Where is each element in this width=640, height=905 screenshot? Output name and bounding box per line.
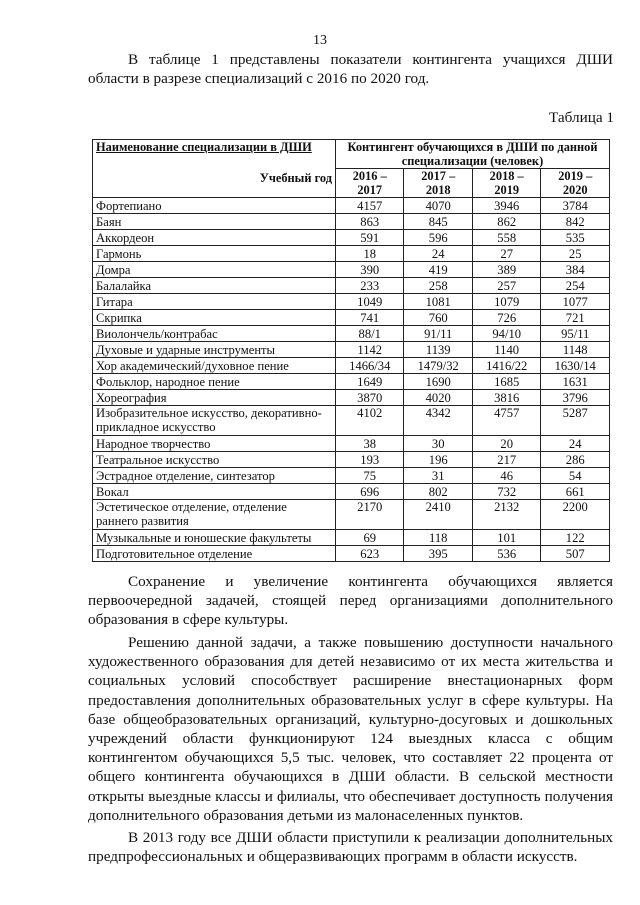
table-cell: 696 [336, 484, 404, 500]
table-cell: 1142 [336, 342, 404, 358]
table-cell: 54 [541, 468, 610, 484]
table-row [93, 198, 610, 214]
table-cell: 1479/32 [404, 358, 472, 374]
table-caption: Таблица 1 [549, 109, 614, 126]
year-header: 2018 – 2019 [472, 169, 540, 198]
table-cell: 95/11 [541, 326, 610, 342]
table-cell: 24 [541, 436, 610, 452]
row-label: Хореография [93, 390, 336, 406]
row-label: Фортепиано [93, 198, 336, 214]
table-cell: 1416/22 [472, 358, 540, 374]
table-cell: 233 [336, 278, 404, 294]
row-label: Гармонь [93, 246, 336, 262]
table-cell: 1649 [336, 374, 404, 390]
table-cell: 591 [336, 230, 404, 246]
row-label: Духовые и ударные инструменты [93, 342, 336, 358]
table-cell: 1077 [541, 294, 610, 310]
row-label: Баян [93, 214, 336, 230]
row-label: Изобразительное искусство, декоративно-прикладное искусство [93, 406, 336, 436]
specialization-table [92, 139, 610, 562]
row-label: Вокал [93, 484, 336, 500]
row-label: Домра [93, 262, 336, 278]
table-cell: 20 [472, 436, 540, 452]
table-cell: 18 [336, 246, 404, 262]
table-cell: 845 [404, 214, 472, 230]
table-cell: 2132 [472, 500, 540, 530]
table-cell: 1630/14 [541, 358, 610, 374]
table-cell: 75 [336, 468, 404, 484]
table-cell: 1139 [404, 342, 472, 358]
table-cell: 596 [404, 230, 472, 246]
table-cell: 122 [541, 530, 610, 546]
paragraph: Решению данной задачи, а также повышению доступности начального художественного образования для детей независимо от их места жительства и социальных условий способствует расширение внестационарных форм предоставления дополнительных образовательных услуг в сфере культуры. На базе общеобразовательных организаций, культурно-досуговых и дошкольных учреждений области функционируют 124 выездных класса с общим контингентом обучающихся 5,5 тыс. человек, что составляет 22 процента от общего контингента обучающихся в ДШИ области. В сельской местности открыты выездные классы и филиалы, что обеспечивает доступность получения дополнительного образования детьми из малонаселенных пунктов. [88, 634, 613, 824]
row-label: Эстрадное отделение, синтезатор [93, 468, 336, 484]
table-cell: 395 [404, 546, 472, 562]
row-label: Балалайка [93, 278, 336, 294]
table-row [93, 246, 610, 262]
table-cell: 94/10 [472, 326, 540, 342]
table-cell: 390 [336, 262, 404, 278]
table-row [93, 452, 610, 468]
row-label: Хор академический/духовное пение [93, 358, 336, 374]
table-cell: 4102 [336, 406, 404, 436]
table-cell: 4020 [404, 390, 472, 406]
table-row [93, 406, 610, 436]
table-cell: 30 [404, 436, 472, 452]
table-row [93, 484, 610, 500]
table-cell: 5287 [541, 406, 610, 436]
table-cell: 536 [472, 546, 540, 562]
table-row [93, 326, 610, 342]
paragraph: В 2013 году все ДШИ области приступили к реализации дополнительных предпрофессиональных и общеразвивающих программ в области искусств. [88, 829, 613, 866]
table-cell: 4070 [404, 198, 472, 214]
table-cell: 24 [404, 246, 472, 262]
table-corner-header [93, 140, 336, 198]
table-cell: 25 [541, 246, 610, 262]
year-header: 2016 – 2017 [336, 169, 404, 198]
table-cell: 732 [472, 484, 540, 500]
year-header: 2017 – 2018 [404, 169, 472, 198]
table-cell: 661 [541, 484, 610, 500]
table-cell: 389 [472, 262, 540, 278]
table-cell: 1081 [404, 294, 472, 310]
table-cell: 1685 [472, 374, 540, 390]
table-cell: 1049 [336, 294, 404, 310]
header-name: Наименование специализации в ДШИ [96, 140, 312, 154]
table-row [93, 342, 610, 358]
table-cell: 46 [472, 468, 540, 484]
row-label: Театральное искусство [93, 452, 336, 468]
row-label: Народное творчество [93, 436, 336, 452]
table-row [93, 436, 610, 452]
table-row [93, 468, 610, 484]
header-year: Учебный год [259, 171, 332, 185]
page-number: 13 [313, 33, 327, 48]
table-cell: 217 [472, 452, 540, 468]
table-cell: 258 [404, 278, 472, 294]
table-cell: 69 [336, 530, 404, 546]
table-row [93, 310, 610, 326]
row-label: Скрипка [93, 310, 336, 326]
header-group: Контингент обучающихся в ДШИ по данной специализации (человек) [336, 140, 610, 169]
row-label: Аккордеон [93, 230, 336, 246]
table-cell: 101 [472, 530, 540, 546]
table-row [93, 358, 610, 374]
table-cell: 384 [541, 262, 610, 278]
table-row [93, 530, 610, 546]
table-cell: 1631 [541, 374, 610, 390]
table-cell: 1079 [472, 294, 540, 310]
table-cell: 88/1 [336, 326, 404, 342]
table-cell: 726 [472, 310, 540, 326]
table-cell: 842 [541, 214, 610, 230]
table-cell: 623 [336, 546, 404, 562]
table-row [93, 374, 610, 390]
row-label: Виолончель/контрабас [93, 326, 336, 342]
row-label: Эстетическое отделение, отделение раннего развития [93, 500, 336, 530]
row-label: Гитара [93, 294, 336, 310]
table-row [93, 230, 610, 246]
row-label: Подготовительное отделение [93, 546, 336, 562]
table-cell: 257 [472, 278, 540, 294]
table-cell: 862 [472, 214, 540, 230]
table-cell: 91/11 [404, 326, 472, 342]
table-cell: 254 [541, 278, 610, 294]
table-cell: 1148 [541, 342, 610, 358]
table-cell: 3796 [541, 390, 610, 406]
table-row [93, 214, 610, 230]
table-cell: 4757 [472, 406, 540, 436]
row-label: Фольклор, народное пение [93, 374, 336, 390]
table-row [93, 390, 610, 406]
table-cell: 760 [404, 310, 472, 326]
table-cell: 4342 [404, 406, 472, 436]
table-cell: 2410 [404, 500, 472, 530]
table-cell: 3816 [472, 390, 540, 406]
year-header: 2019 – 2020 [541, 169, 610, 198]
table-cell: 118 [404, 530, 472, 546]
table-cell: 741 [336, 310, 404, 326]
table-cell: 863 [336, 214, 404, 230]
table-cell: 507 [541, 546, 610, 562]
table-cell: 1140 [472, 342, 540, 358]
table-row [93, 278, 610, 294]
table-cell: 2200 [541, 500, 610, 530]
table-row [93, 546, 610, 562]
table-cell: 3784 [541, 198, 610, 214]
table-cell: 3870 [336, 390, 404, 406]
table-body [93, 198, 610, 562]
table-cell: 535 [541, 230, 610, 246]
table-cell: 4157 [336, 198, 404, 214]
row-label: Музыкальные и юношеские факультеты [93, 530, 336, 546]
table-row [93, 262, 610, 278]
table-cell: 286 [541, 452, 610, 468]
table-cell: 558 [472, 230, 540, 246]
table-cell: 1466/34 [336, 358, 404, 374]
paragraph: Сохранение и увеличение контингента обучающихся является первоочередной задачей, стоящей перед организациями дополнительного образования в сфере культуры. [88, 573, 613, 629]
table-cell: 2170 [336, 500, 404, 530]
intro-paragraph: В таблице 1 представлены показатели контингента учащихся ДШИ области в разрезе специализаций с 2016 по 2020 год. [88, 51, 613, 88]
table-cell: 721 [541, 310, 610, 326]
table-cell: 1690 [404, 374, 472, 390]
table-row [93, 294, 610, 310]
table-cell: 802 [404, 484, 472, 500]
table-cell: 419 [404, 262, 472, 278]
table-cell: 27 [472, 246, 540, 262]
table-cell: 3946 [472, 198, 540, 214]
table-cell: 31 [404, 468, 472, 484]
table-cell: 193 [336, 452, 404, 468]
table-row [93, 500, 610, 530]
table-cell: 38 [336, 436, 404, 452]
table-cell: 196 [404, 452, 472, 468]
